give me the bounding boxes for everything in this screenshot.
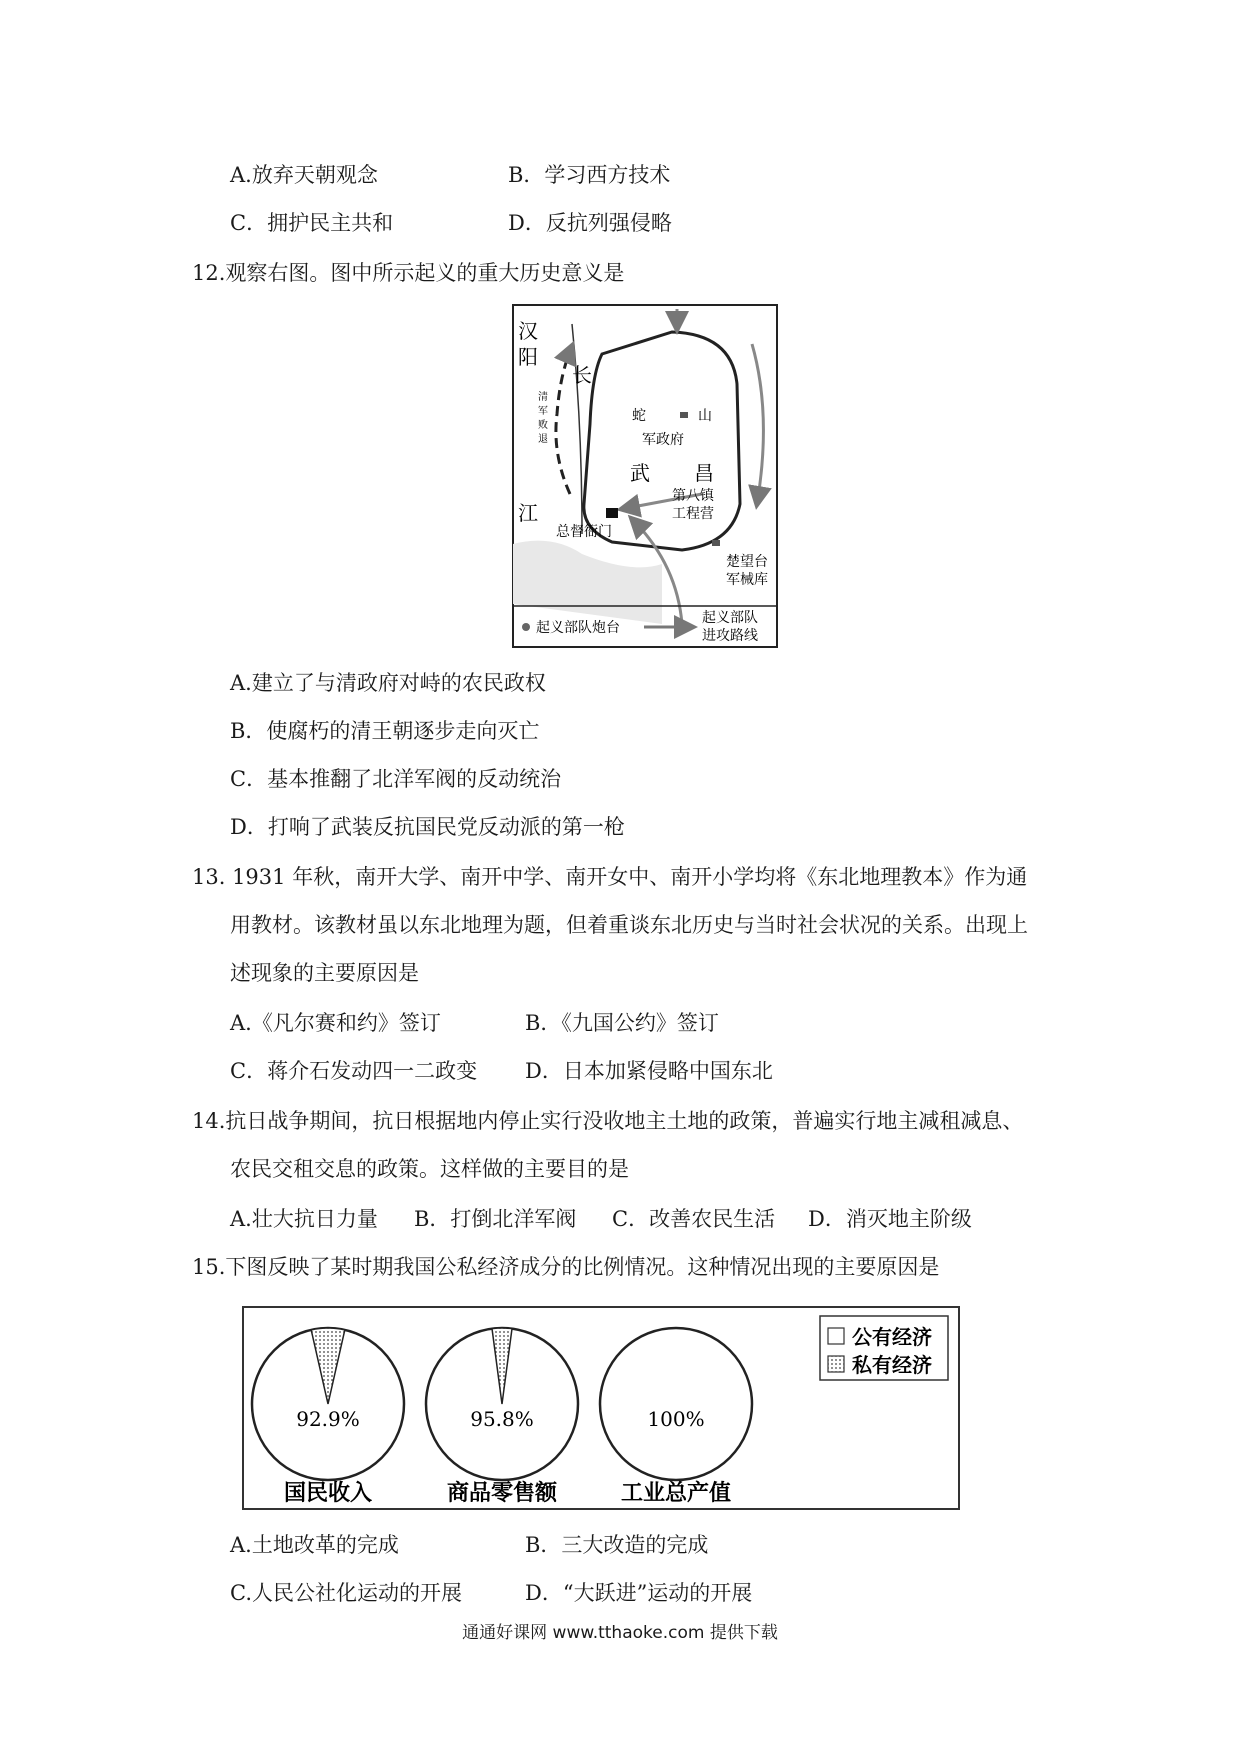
q14-option-b: B．打倒北洋军阀 <box>414 1207 577 1231</box>
q13-option-d: D．日本加紧侵略中国东北 <box>525 1059 773 1083</box>
legend-artillery: 起义部队炮台 <box>536 620 620 636</box>
legend-public: 公有经济 <box>852 1325 932 1349</box>
q12-option-b: B．使腐朽的清王朝逐步走向灭亡 <box>230 719 540 743</box>
legend-swatch-private <box>828 1356 844 1372</box>
footer-source: 通通好课网 www.tthaoke.com 提供下载 <box>462 1623 778 1643</box>
map-label: 败 <box>538 420 548 431</box>
legend <box>820 1316 948 1380</box>
map-label: 汉 <box>518 319 538 343</box>
q11-option-a: A.放弃天朝观念 <box>230 163 378 187</box>
q14-option-a: A.壮大抗日力量 <box>230 1207 378 1231</box>
legend-swatch-public <box>828 1328 844 1344</box>
q14-stem-line-2: 农民交租交息的政策。这样做的主要目的是 <box>230 1157 629 1181</box>
q13-stem-line-1: 13. 1931 年秋，南开大学、南开中学、南开女中、南开小学均将《东北地理教本》作为通 <box>192 865 1028 889</box>
q11-option-c: C．拥护民主共和 <box>230 211 394 235</box>
pie-slice-public <box>600 1328 752 1480</box>
legend-private: 私有经济 <box>852 1353 932 1377</box>
economy-ratio-pie-chart <box>242 1306 960 1510</box>
map-label: 清 <box>538 392 548 403</box>
pie-value-label: 92.9% <box>296 1407 360 1431</box>
q12-option-a: A.建立了与清政府对峙的农民政权 <box>230 671 546 695</box>
q13-option-b: B．《九国公约》签订 <box>525 1011 719 1035</box>
q12-option-c: C．基本推翻了北洋军阀的反动统治 <box>230 767 562 791</box>
map-label: 楚望台 <box>726 554 768 570</box>
wuchang-uprising-map <box>512 304 778 648</box>
governor-office-marker <box>606 508 618 518</box>
map-label: 总督衙门 <box>556 524 612 540</box>
pie-category-label: 工业总产值 <box>620 1481 732 1506</box>
q15-option-a: A.土地改革的完成 <box>230 1533 399 1557</box>
q15-stem: 15.下图反映了某时期我国公私经济成分的比例情况。这种情况出现的主要原因是 <box>192 1255 940 1279</box>
map-label: 山 <box>698 408 712 424</box>
map-label: 退 <box>538 434 548 445</box>
map-label: 昌 <box>694 461 714 485</box>
pie-value-label: 95.8% <box>470 1407 534 1431</box>
map-label: 第八镇 <box>672 488 714 504</box>
q13-option-a: A.《凡尔赛和约》签订 <box>230 1011 441 1035</box>
q15-option-b: B．三大改造的完成 <box>525 1533 709 1557</box>
q13-option-c: C．蒋介石发动四一二政变 <box>230 1059 478 1083</box>
map-label: 军政府 <box>642 432 684 448</box>
pie-value-label: 100% <box>647 1407 705 1431</box>
map-label: 长 <box>572 363 592 387</box>
legend-route: 起义部队 <box>702 610 758 626</box>
q12-stem: 12.观察右图。图中所示起义的重大历史意义是 <box>192 261 625 285</box>
q15-option-d: D．“大跃进”运动的开展 <box>525 1581 753 1605</box>
map-label: 军 <box>538 406 548 417</box>
q14-option-c: C．改善农民生活 <box>612 1207 776 1231</box>
q14-option-d: D．消灭地主阶级 <box>808 1207 972 1231</box>
q12-option-d: D．打响了武装反抗国民党反动派的第一枪 <box>230 815 625 839</box>
q14-stem-line-1: 14.抗日战争期间，抗日根据地内停止实行没收地主土地的政策，普遍实行地主减租减息、 <box>192 1109 1024 1133</box>
map-label: 阳 <box>518 345 538 369</box>
map-label: 军械库 <box>726 572 768 588</box>
map-label: 工程营 <box>672 506 714 522</box>
q13-stem-line-3: 述现象的主要原因是 <box>230 961 419 985</box>
pie-category-label: 商品零售额 <box>446 1481 558 1506</box>
q13-stem-line-2: 用教材。该教材虽以东北地理为题，但着重谈东北历史与当时社会状况的关系。出现上 <box>230 913 1028 937</box>
legend-route: 进攻路线 <box>702 628 758 644</box>
map-label: 武 <box>630 461 650 485</box>
q11-option-d: D．反抗列强侵略 <box>508 211 672 235</box>
pie-category-label: 国民收入 <box>283 1481 373 1506</box>
map-label: 江 <box>518 501 538 525</box>
map-label: 蛇 <box>632 408 646 424</box>
q11-option-b: B．学习西方技术 <box>508 163 671 187</box>
q15-option-c: C.人民公社化运动的开展 <box>230 1581 462 1605</box>
